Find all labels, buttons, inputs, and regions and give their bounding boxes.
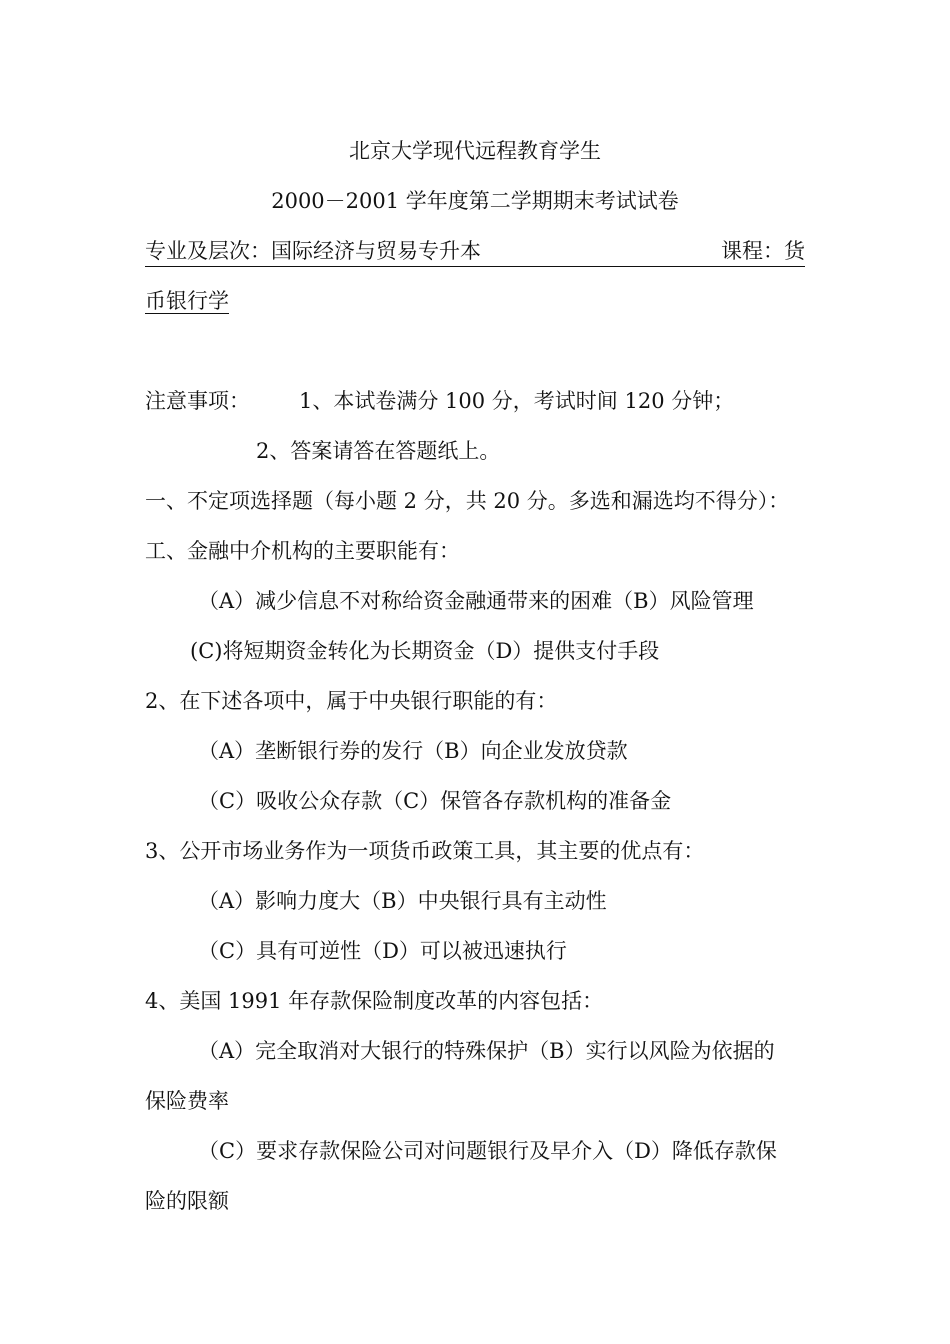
question-2-options-line-1: （A）垄断银行券的发行（B）向企业发放贷款 bbox=[198, 739, 628, 763]
course-name: 币银行学 bbox=[145, 289, 229, 313]
question-4-stem: 4、美国 1991 年存款保险制度改革的内容包括： bbox=[145, 989, 604, 1013]
question-3-stem: 3、公开市场业务作为一项货币政策工具，其主要的优点有： bbox=[145, 839, 705, 863]
question-4-options-line-2: 保险费率 bbox=[145, 1089, 229, 1113]
notes-item-1: 1、本试卷满分 100 分，考试时间 120 分钟； bbox=[299, 389, 735, 413]
question-1-options-line-2: (C)将短期资金转化为长期资金（D）提供支付手段 bbox=[190, 639, 660, 663]
course-label: 课程：货 bbox=[721, 239, 805, 263]
major-label: 专业及层次：国际经济与贸易专升本 bbox=[145, 239, 481, 263]
notes-label: 注意事项： bbox=[145, 389, 250, 413]
section-heading: 一、不定项选择题（每小题 2 分，共 20 分。多选和漏选均不得分）： bbox=[145, 489, 790, 513]
question-4-options-line-3: （C）要求存款保险公司对问题银行及早介入（D）降低存款保 bbox=[198, 1139, 777, 1163]
question-1-stem: 工、金融中介机构的主要职能有： bbox=[145, 539, 460, 563]
question-3-options-line-1: （A）影响力度大（B）中央银行具有主动性 bbox=[198, 889, 607, 913]
question-3-options-line-2: （C）具有可逆性（D）可以被迅速执行 bbox=[198, 939, 567, 963]
question-2-options-line-2: （C）吸收公众存款（C）保管各存款机构的准备金 bbox=[198, 789, 672, 813]
notes-item-2: 2、答案请答在答题纸上。 bbox=[256, 439, 501, 463]
question-4-options-line-1: （A）完全取消对大银行的特殊保护（B）实行以风险为依据的 bbox=[198, 1039, 775, 1063]
page-title: 北京大学现代远程教育学生 bbox=[349, 139, 601, 163]
major-course-row bbox=[145, 236, 805, 267]
question-2-stem: 2、在下述各项中，属于中央银行职能的有： bbox=[145, 689, 558, 713]
exam-subtitle: 2000－2001 学年度第二学期期末考试试卷 bbox=[271, 189, 679, 213]
question-1-options-line-1: （A）减少信息不对称给资金融通带来的困难（B）风险管理 bbox=[198, 589, 754, 613]
question-4-options-line-4: 险的限额 bbox=[145, 1189, 229, 1213]
